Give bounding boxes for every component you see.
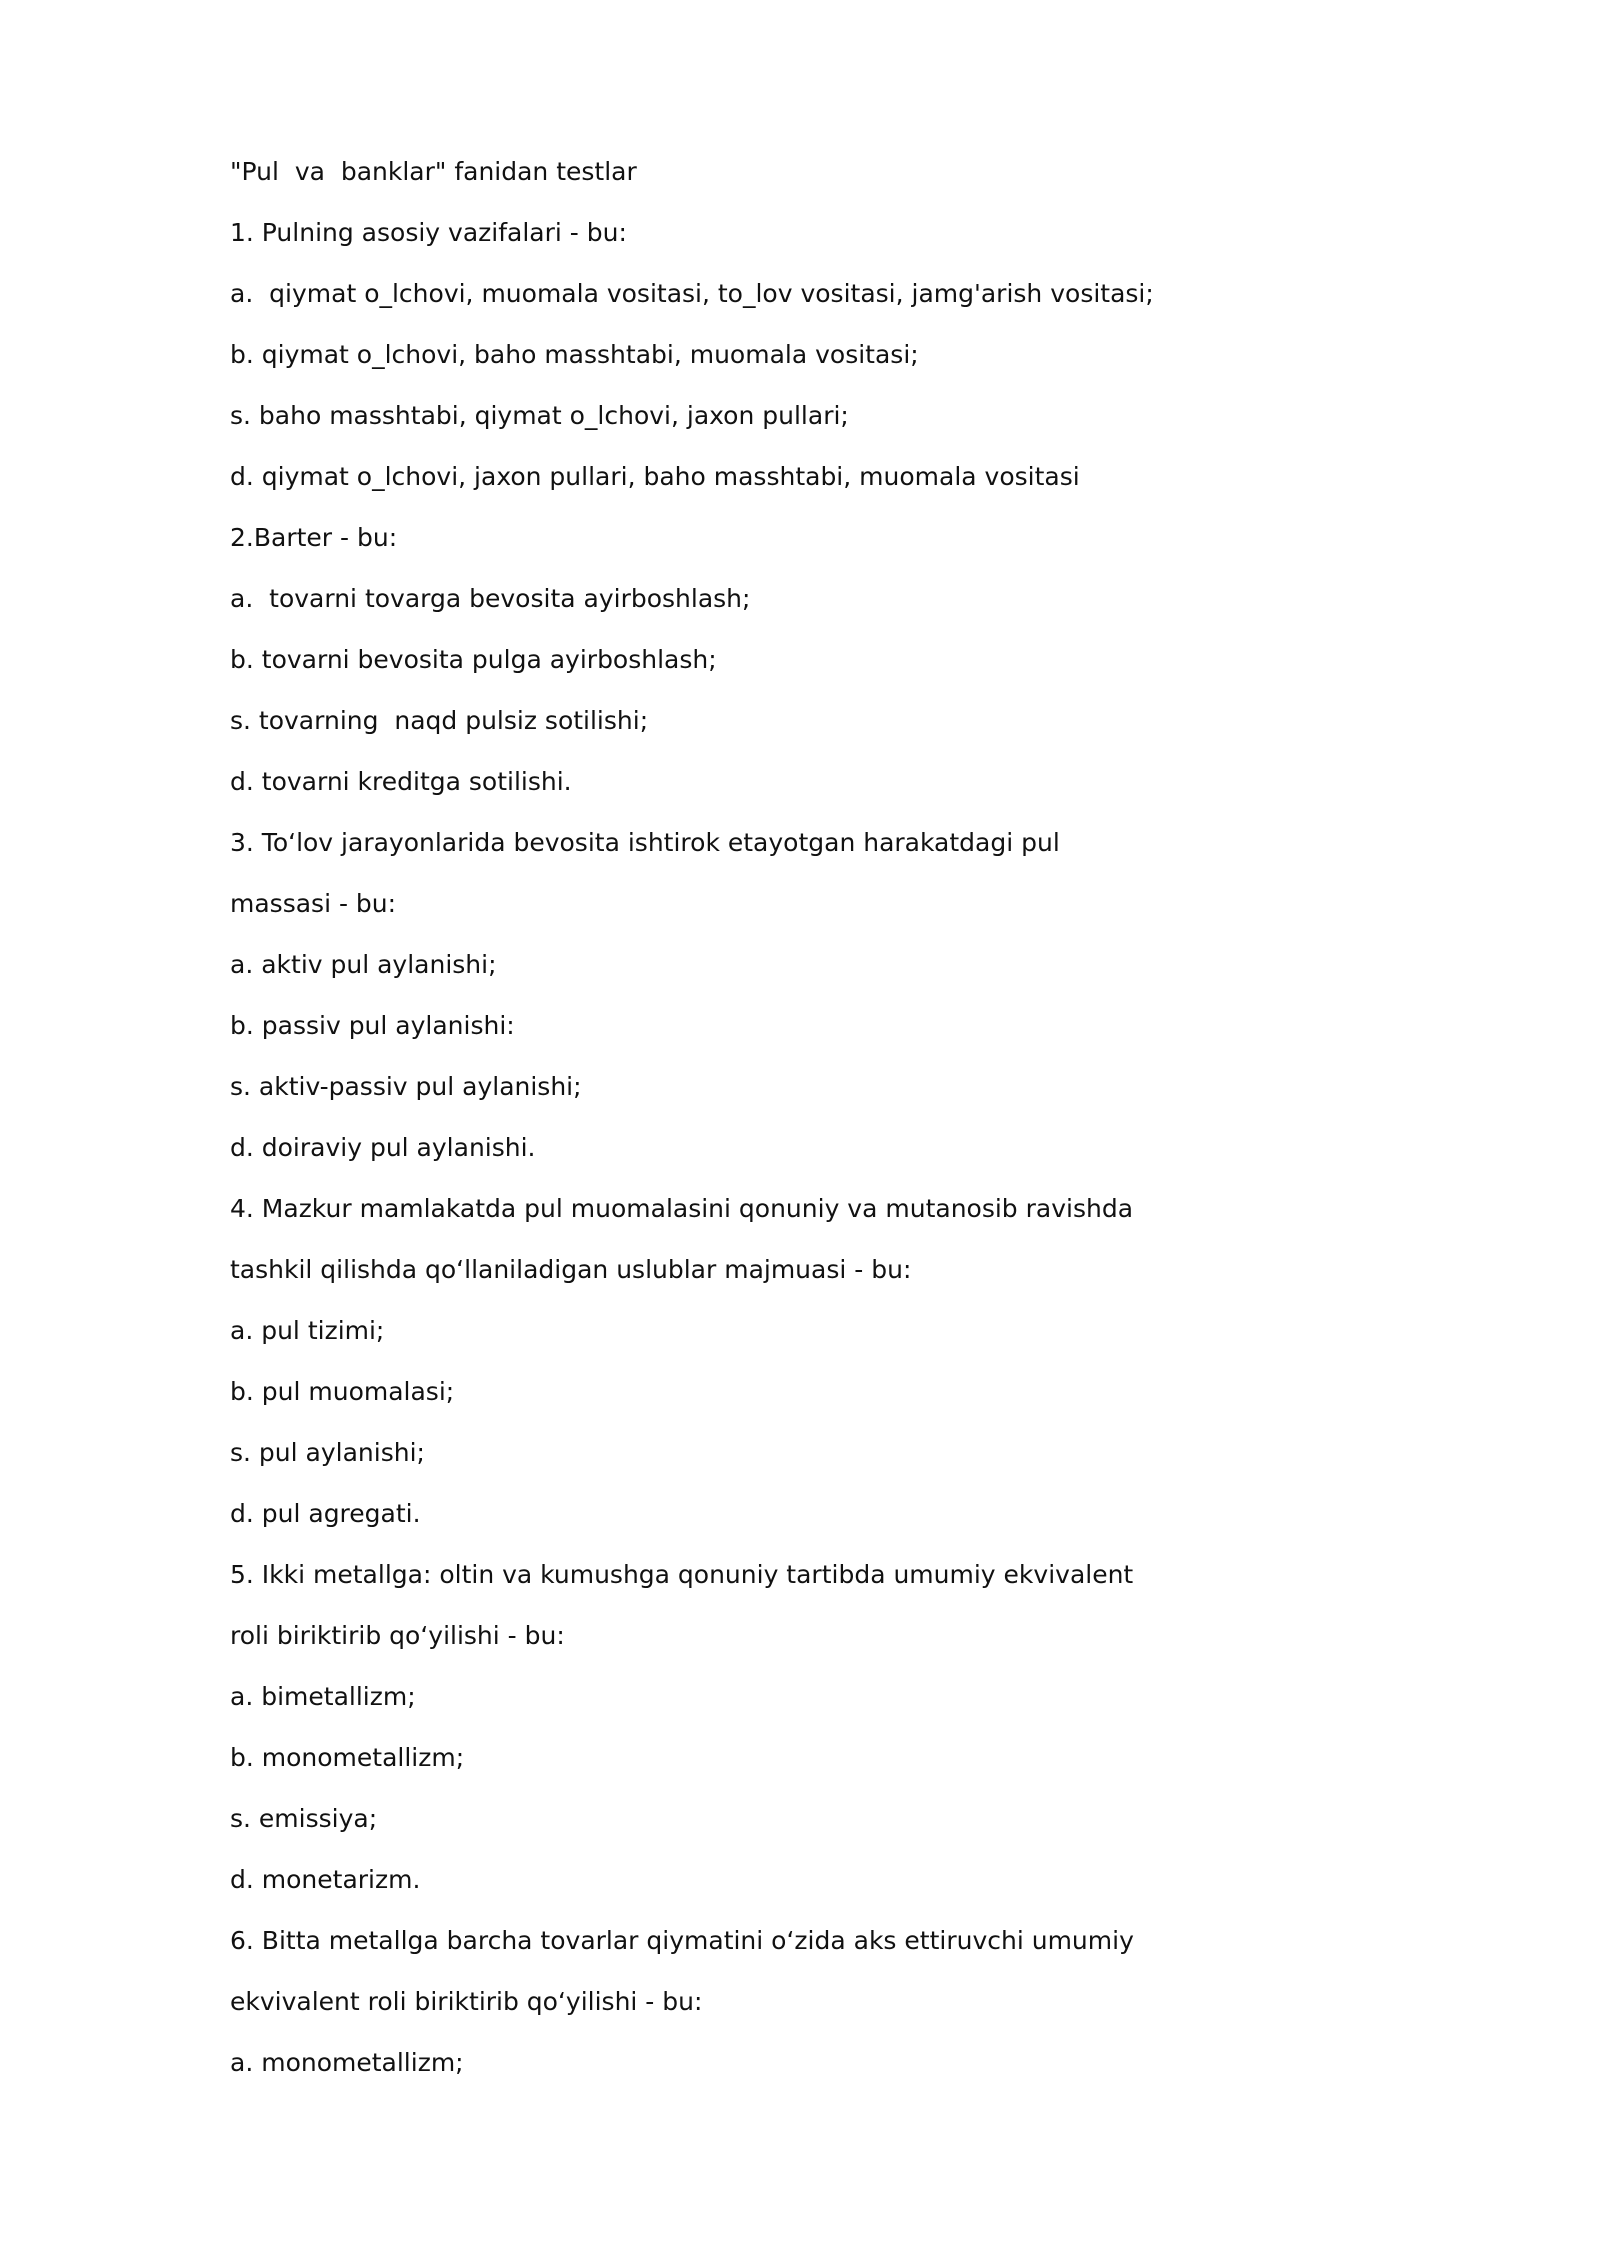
- q5-text-line-1: 5. Ikki metallga: oltin va kumushga qonuniy tartibda umumiy ekvivalent: [230, 1560, 1134, 1589]
- document-title: "Pul va banklar" fanidan testlar: [230, 157, 637, 186]
- q2-option-b: b. tovarni bevosita pulga ayirboshlash;: [230, 645, 717, 674]
- q3-option-b: b. passiv pul aylanishi:: [230, 1011, 515, 1040]
- q6-option-a: a. monometallizm;: [230, 2048, 464, 2077]
- q5-option-s: s. emissiya;: [230, 1804, 378, 1833]
- q3-text-line-2: massasi - bu:: [230, 889, 397, 918]
- q2-option-d: d. tovarni kreditga sotilishi.: [230, 767, 572, 796]
- q1-option-d: d. qiymat o_lchovi, jaxon pullari, baho masshtabi, muomala vositasi: [230, 462, 1080, 491]
- q4-option-b: b. pul muomalasi;: [230, 1377, 455, 1406]
- q1-option-a: a. qiymat o_lchovi, muomala vositasi, to_lov vositasi, jamg'arish vositasi;: [230, 279, 1154, 308]
- q6-text-line-1: 6. Bitta metallga barcha tovarlar qiymatini o‘zida aks ettiruvchi umumiy: [230, 1926, 1134, 1955]
- q4-text-line-1: 4. Mazkur mamlakatda pul muomalasini qonuniy va mutanosib ravishda: [230, 1194, 1134, 1223]
- q5-option-a: a. bimetallizm;: [230, 1682, 416, 1711]
- q6-text-line-2: ekvivalent roli biriktirib qo‘yilishi - bu:: [230, 1987, 703, 2016]
- q3-option-a: a. aktiv pul aylanishi;: [230, 950, 497, 979]
- q2-option-s: s. tovarning naqd pulsiz sotilishi;: [230, 706, 649, 735]
- q3-option-s: s. aktiv-passiv pul aylanishi;: [230, 1072, 582, 1101]
- q5-text-line-2: roli biriktirib qo‘yilishi - bu:: [230, 1621, 565, 1650]
- q5-option-d: d. monetarizm.: [230, 1865, 421, 1894]
- q1-option-s: s. baho masshtabi, qiymat o_lchovi, jaxon pullari;: [230, 401, 849, 430]
- q3-option-d: d. doiraviy pul aylanishi.: [230, 1133, 536, 1162]
- q2-option-a: a. tovarni tovarga bevosita ayirboshlash;: [230, 584, 751, 613]
- q4-option-s: s. pul aylanishi;: [230, 1438, 425, 1467]
- q4-option-d: d. pul agregati.: [230, 1499, 421, 1528]
- q4-option-a: a. pul tizimi;: [230, 1316, 385, 1345]
- q2-text: 2.Barter - bu:: [230, 523, 398, 552]
- q1-option-b: b. qiymat o_lchovi, baho masshtabi, muomala vositasi;: [230, 340, 919, 369]
- q5-option-b: b. monometallizm;: [230, 1743, 465, 1772]
- q1-text: 1. Pulning asosiy vazifalari - bu:: [230, 218, 627, 247]
- document-body: [230, 150, 1430, 2102]
- q4-text-line-2: tashkil qilishda qo‘llaniladigan uslublar majmuasi - bu:: [230, 1255, 912, 1284]
- q3-text-line-1: 3. To‘lov jarayonlarida bevosita ishtirok etayotgan harakatdagi pul: [230, 828, 1060, 857]
